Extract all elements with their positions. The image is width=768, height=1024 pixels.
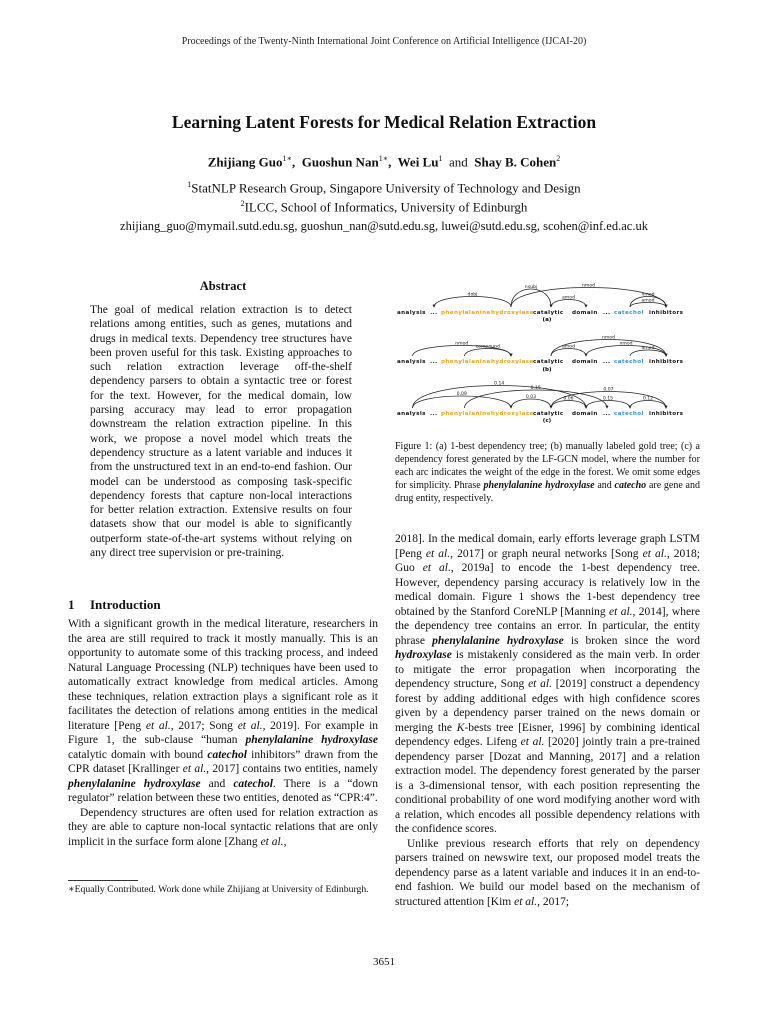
panel-label: (b): [542, 367, 552, 373]
author-name: Zhijiang Guo: [207, 154, 283, 170]
arc-label: compound: [475, 344, 500, 350]
author-name: Shay B. Cohen: [474, 154, 557, 170]
token-label: ...: [603, 310, 611, 316]
token-label: phenylalanine: [441, 359, 491, 365]
arc-label: amod: [561, 344, 576, 350]
dependency-arc: [511, 289, 551, 307]
token-label: catechol: [614, 359, 644, 365]
author-mark: 1∗: [378, 154, 389, 163]
arc-label: 0.15: [530, 386, 541, 391]
arc-label: nmod: [455, 341, 469, 347]
dependency-arc: [586, 401, 630, 409]
author-name: Wei Lu: [397, 154, 439, 170]
dependency-arc: [630, 401, 666, 409]
dependency-arc: [551, 401, 586, 409]
token-label: analysis: [397, 310, 426, 316]
token-label: catalytic: [533, 310, 564, 316]
token-label: hydroxylase: [491, 310, 534, 316]
and-word: and: [448, 154, 468, 170]
arc-label: amod: [641, 298, 655, 304]
arc-label: 0.15: [602, 396, 614, 402]
figure-dependency-trees: [395, 276, 700, 432]
arc-label: nmod: [619, 341, 633, 347]
arc-label: nmod: [581, 283, 596, 289]
author-mark: 2: [556, 154, 561, 163]
token-label: inhibitors: [649, 359, 684, 365]
paper-title: Learning Latent Forests for Medical Relation Extraction: [171, 112, 597, 132]
abstract-heading: Abstract: [199, 279, 247, 293]
token-label: ...: [603, 411, 611, 417]
arc-label: 0.06: [563, 396, 574, 402]
dependency-arc: [465, 349, 512, 357]
footnote-rule: [68, 880, 138, 881]
affiliation: [0, 199, 768, 215]
author-mark: 1: [438, 154, 443, 163]
body-paragraph: 2018]. In the medical domain, early efforts leverage graph LSTM [Peng et al., 2017] or graph neural networks [Song et al., 2018; Guo et al., 2019a] to encode the 1-best dependency tree. However, dependency parsing accuracy is relatively low in the medical domain. Figure 1 shows the 1-best dependency tree obtained by the Stanford CoreNLP [Manning et al., 2014], where the dependency tree contains an error. In particular, the entity phrase phenylalanine hydroxylase is broken since the word hydroxylase is mistakenly considered as the main verb. In order to mitigate the error propagation when incorporating the dependency structure, Song et al. [2019] construct a dependency forest by adding additional edges with high confidence scores given by a dependency parser trained on the news domain or merging the K-bests tree [Eisner, 1996] by combining identical dependency edges. Lifeng et al. [2020] jointly train a pre-trained dependency parser [Dozat and Manning, 2017] and a relation extraction model. The dependency forest generated by the parser is a 3-dimensional tensor, with each position representing the conditional probability of one word modifying another word with a relation, which encodes all possible dependency relations with the confidence scores.: [395, 533, 701, 835]
arc-label: 0.03: [525, 395, 537, 400]
author-emails: zhijiang_guo@mymail.sutd.edu.sg, guoshun_nan@sutd.edu.sg, luwei@sutd.edu.sg, scohen@inf.ed.ac.uk: [120, 219, 648, 233]
arc-label: 0.14: [494, 381, 505, 387]
dependency-arc: [434, 297, 511, 308]
arc-label: 0.12: [642, 396, 654, 402]
arc-label: nmod: [601, 335, 616, 341]
token-label: analysis: [397, 359, 426, 365]
token-label: ...: [430, 411, 438, 417]
arc-label: amod: [561, 295, 576, 301]
panel-label: (c): [542, 418, 552, 424]
token-label: inhibitors: [649, 310, 684, 316]
arc-label: 0.07: [603, 387, 614, 393]
token-label: hydroxylase: [491, 359, 534, 365]
affiliation-mark: 1: [187, 180, 192, 189]
token-label: inhibitors: [649, 411, 684, 417]
token-label: hydroxylase: [491, 411, 534, 417]
page-number: 3651: [373, 956, 395, 968]
token-label: domain: [572, 411, 598, 417]
affiliation-text: ILCC, School of Informatics, University of Edinburgh: [244, 199, 528, 215]
token-label: phenylalanine: [441, 310, 491, 316]
affiliation-text: StatNLP Research Group, Singapore University of Technology and Design: [191, 180, 581, 196]
abstract-text: The goal of medical relation extraction is to detect relations among entities, such as genes, mutations and drugs in medical texts. Dependency tree structures have been proven useful for this task. Existing approaches to such relation extraction leverage off-the-shelf dependency parsers to obtain a syntactic tree or forest for the text. However, for the medical domain, low parsing accuracy may lead to error propagation downstream the relation extraction pipeline. In this work, we propose a novel model which treats the dependency structure as a latent variable and induces it from the unstructured text in an end-to-end fashion. Our model can be understood as composing task-specific dependency forests that capture non-local interactions for better relation extraction. Extensive results on four datasets show that our model is able to significantly outperform state-of-the-art systems without relying on any direct tree supervision or pre-training.: [90, 304, 352, 560]
token-label: ...: [603, 359, 611, 365]
section-title: Introduction: [90, 597, 161, 612]
dependency-arc: [551, 300, 586, 308]
token-label: analysis: [397, 411, 426, 417]
affiliation: [0, 180, 768, 196]
body-paragraph: Unlike previous research efforts that rely on dependency parsers trained on newswire text, our proposed model treats the dependency parse as a latent variable and induces it in an end-to-end fashion. We build our model based on the mechanism of structured attention [Kim et al., 2017;: [395, 837, 700, 908]
author-mark: 1∗: [282, 154, 292, 163]
dependency-arc: [413, 396, 512, 408]
arc-label: nsubj: [524, 285, 538, 290]
arc-label: 0.09: [456, 392, 467, 397]
token-label: domain: [572, 359, 598, 365]
token-label: domain: [572, 310, 598, 316]
dependency-arc: [511, 399, 551, 408]
figure-caption: Figure 1: (a) 1-best dependency tree; (b) manually labeled gold tree; (c) a dependency forest generated by the LF-GCN model, where the number for each arc indicates the weight of the edge in the forest. We omit some edges for simplicity. Phrase phenylalanine hydroxylase and catecho are gene and drug entity, respectively.: [395, 441, 700, 504]
token-label: catalytic: [533, 411, 564, 417]
running-head: Proceedings of the Twenty-Ninth International Joint Conference on Artificial Intelligence (IJCAI-20): [181, 36, 587, 47]
author-list: Zhijiang Guo$^{1∗}$, Guoshun Nan$^{1∗}$, Wei Lu$^1$ and Shay B. Cohen$^2$: [207, 154, 561, 170]
dependency-arc: [551, 349, 586, 357]
footnote: ∗Equally Contributed. Work done while Zhijiang at University of Edinburgh.: [68, 884, 369, 895]
section-number: 1: [68, 597, 75, 612]
token-label: ...: [430, 359, 438, 365]
token-label: catalytic: [533, 359, 564, 365]
intro-paragraph: With a significant growth in the medical literature, researchers in the area are still required to track it mostly manually. This is an opportunity to automate some of this tracking process, and indeed Natural Language Processing (NLP) techniques have been used to automatically extract knowledge from medical articles. Among these techniques, relation extraction plays a significant role as it facilitates the detection of relations among entities in the medical literature [Peng et al., 2017; Song et al., 2019]. For example in Figure 1, the sub-clause “human phenylalanine hydroxylase catalytic domain with bound catechol inhibitors” drawn from the CPR dataset [Krallinger et al., 2017] contains two entities, namely phenylalanine hydroxylase and catechol. There is a “down regulator” relation between these two entities, denoted as “CPR:4”.: [68, 618, 379, 804]
author-name: Guoshun Nan: [301, 154, 379, 170]
arc-label: dobj: [467, 292, 478, 298]
token-label: phenylalanine: [441, 411, 491, 417]
panel-label: (a): [542, 317, 552, 323]
affiliation-mark: 2: [240, 199, 245, 208]
right-column-body: [395, 532, 700, 909]
arc-label: amod: [641, 346, 655, 351]
intro-paragraph: Dependency structures are often used for relation extraction as they are able to capture non-local syntactic relations that are only implicit in the surface form alone [Zhang et al.,: [68, 806, 378, 848]
section-heading: [68, 597, 161, 613]
intro-body: [68, 617, 378, 849]
token-label: ...: [430, 310, 438, 316]
arc-label: nmod: [641, 292, 655, 298]
token-label: catechol: [614, 310, 644, 316]
dependency-arc: [413, 386, 587, 409]
token-label: catechol: [614, 411, 644, 417]
